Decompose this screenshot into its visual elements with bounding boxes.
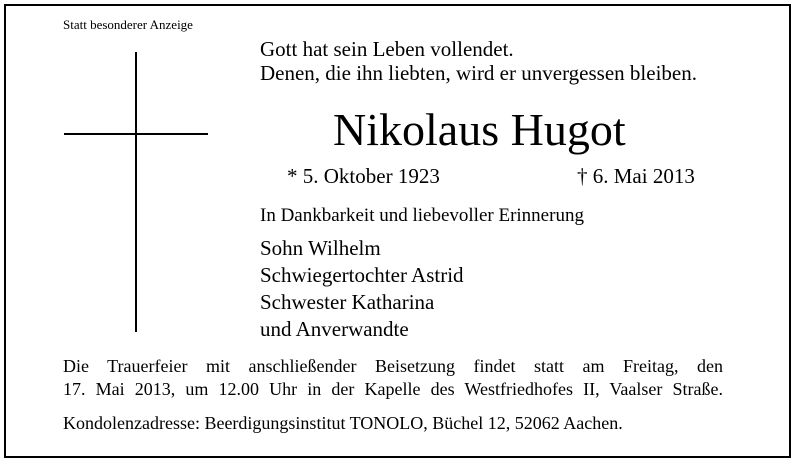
funeral-info-line-1: Die Trauerfeier mit anschließender Beisetzung findet statt am Freitag, den xyxy=(63,356,723,376)
mourner-item: Schwiegertochter Astrid xyxy=(260,263,464,287)
death-date: † 6. Mai 2013 xyxy=(577,164,695,188)
notice-label: Statt besonderer Anzeige xyxy=(63,17,193,32)
motto-line-1: Gott hat sein Leben vollendet. xyxy=(260,37,514,61)
mourner-item: Schwester Katharina xyxy=(260,290,435,314)
funeral-info-line-2: 17. Mai 2013, um 12.00 Uhr in der Kapelle des Westfriedhofes II, Vaalser Straße. xyxy=(63,379,723,399)
dedication-text: In Dankbarkeit und liebevoller Erinnerung xyxy=(260,205,584,226)
mourner-item: und Anverwandte xyxy=(260,317,409,341)
motto-line-2: Denen, die ihn liebten, wird er unvergessen bleiben. xyxy=(260,61,697,85)
funeral-info xyxy=(63,355,723,401)
birth-date: * 5. Oktober 1923 xyxy=(287,164,440,188)
mourner-item: Sohn Wilhelm xyxy=(260,236,381,260)
cross-icon-horizontal xyxy=(64,133,208,135)
condolence-address: Kondolenzadresse: Beerdigungsinstitut TONOLO, Büchel 12, 52062 Aachen. xyxy=(63,413,623,433)
cross-icon-vertical xyxy=(135,52,137,332)
deceased-name: Nikolaus Hugot xyxy=(333,104,626,155)
